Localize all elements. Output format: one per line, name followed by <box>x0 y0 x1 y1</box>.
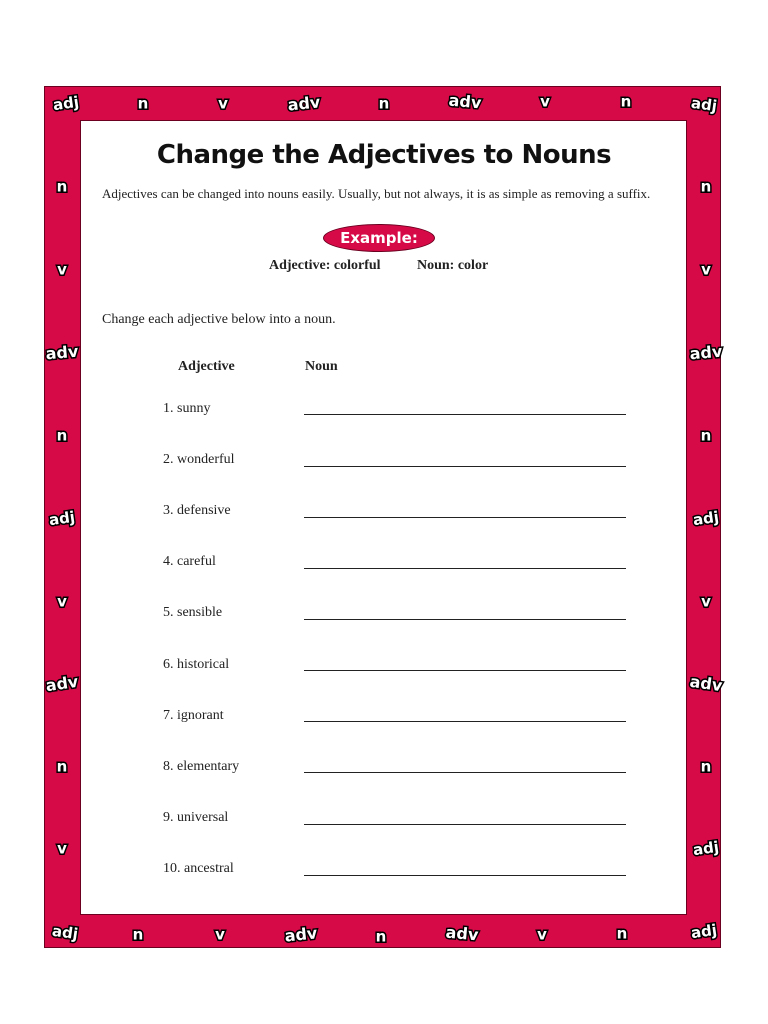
example-adjective: Adjective: colorful <box>269 258 381 273</box>
border-tag: adj <box>47 507 77 530</box>
border-tag: n <box>56 177 68 196</box>
exercise-adjective: 3. defensive <box>163 503 231 518</box>
exercise-adjective: 4. careful <box>163 554 216 569</box>
border-tag: n <box>375 927 387 946</box>
border-tag: v <box>57 839 67 858</box>
answer-line[interactable] <box>304 721 626 722</box>
instruction-text: Change each adjective below into a noun. <box>102 312 336 327</box>
border-tag: adv <box>44 671 80 696</box>
answer-line[interactable] <box>304 568 626 569</box>
border-tag: v <box>540 92 550 111</box>
border-tag: v <box>701 260 711 279</box>
border-tag: adj <box>689 920 719 943</box>
border-tag: adv <box>44 341 80 364</box>
border-tag: adv <box>444 922 480 945</box>
answer-line[interactable] <box>304 875 626 876</box>
answer-line[interactable] <box>304 772 626 773</box>
border-tag: n <box>378 94 390 113</box>
exercise-adjective: 2. wonderful <box>163 452 235 467</box>
exercise-adjective: 10. ancestral <box>163 861 234 876</box>
border-tag: v <box>57 260 67 279</box>
answer-line[interactable] <box>304 619 626 620</box>
border-tag: v <box>537 925 547 944</box>
border-tag: adv <box>688 671 724 696</box>
border-tag: n <box>56 757 68 776</box>
border-tag: adv <box>447 90 483 113</box>
answer-line[interactable] <box>304 414 626 415</box>
border-tag: adv <box>286 92 322 115</box>
border-tag: n <box>132 925 144 944</box>
answer-line[interactable] <box>304 517 626 518</box>
exercise-adjective: 6. historical <box>163 657 230 672</box>
intro-text: Adjectives can be changed into nouns easily. Usually, but not always, it is as simple as removing a suffix. <box>102 186 651 201</box>
border-tag: n <box>620 92 632 111</box>
answer-line[interactable] <box>304 670 626 671</box>
border-tag: n <box>700 426 712 445</box>
example-noun: Noun: color <box>417 258 489 273</box>
border-tag: n <box>700 177 712 196</box>
page-title: Change the Adjectives to Nouns <box>156 140 612 170</box>
exercise-adjective: 7. ignorant <box>163 708 224 723</box>
column-header-adjective: Adjective <box>178 359 235 374</box>
border-tag: v <box>57 592 67 611</box>
exercise-adjective: 1. sunny <box>163 401 211 416</box>
example-badge: Example: <box>323 224 435 252</box>
answer-line[interactable] <box>304 824 626 825</box>
border-tag: v <box>218 94 228 113</box>
border-tag: n <box>56 426 68 445</box>
column-header-noun: Noun <box>305 359 338 374</box>
border-tag: adj <box>689 93 719 116</box>
answer-line[interactable] <box>304 466 626 467</box>
border-tag: adj <box>691 507 721 530</box>
border-tag: v <box>215 925 225 944</box>
border-tag: adv <box>688 341 724 364</box>
exercise-adjective: 8. elementary <box>163 759 240 774</box>
border-tag: n <box>137 94 149 113</box>
border-tag: adv <box>283 923 319 946</box>
border-tag: adj <box>51 92 81 115</box>
border-tag: n <box>700 757 712 776</box>
exercise-adjective: 9. universal <box>163 810 229 825</box>
border-tag: adj <box>50 921 80 944</box>
exercise-adjective: 5. sensible <box>163 605 223 620</box>
border-tag: adj <box>691 837 721 860</box>
border-tag: v <box>701 592 711 611</box>
border-tag: n <box>616 924 628 943</box>
